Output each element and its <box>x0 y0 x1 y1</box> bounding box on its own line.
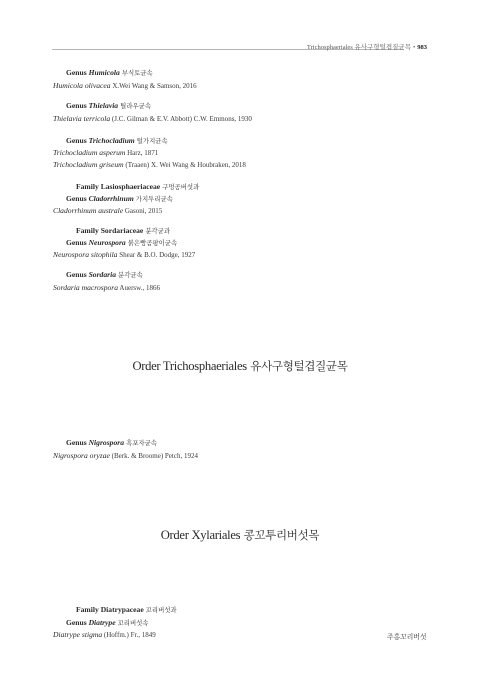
order-heading <box>0 527 480 543</box>
taxon-name: Nigrospora <box>88 438 125 447</box>
genus-heading <box>66 68 153 78</box>
taxon-name: Trichocladium <box>88 136 135 145</box>
common-name: 주홍꼬리버섯 <box>387 633 427 641</box>
genus-heading <box>66 438 157 448</box>
species-author: Shear & B.O. Dodge, 1927 <box>117 251 196 259</box>
korean-name: 분각균속 <box>116 271 143 279</box>
page-header <box>0 0 480 60</box>
rank-label: Genus <box>66 194 89 203</box>
family-heading <box>76 226 170 236</box>
genus-heading <box>66 618 148 628</box>
family-heading <box>76 605 177 615</box>
species-entry <box>53 630 156 640</box>
genus-heading <box>66 270 143 280</box>
species-name: Diatrype stigma <box>53 630 103 639</box>
running-header <box>307 42 427 51</box>
taxon-name: Cladorrhinum <box>88 194 134 203</box>
species-entry <box>53 451 198 461</box>
korean-name: 꼬리버섯과 <box>143 606 177 614</box>
rank-label: Genus <box>66 136 89 145</box>
korean-name: 붉은빵곰팡이균속 <box>125 239 178 247</box>
species-name: Trichocladium griseum <box>53 160 124 169</box>
rank-label: Family <box>76 182 101 191</box>
korean-name: 구멍공버섯과 <box>160 183 200 191</box>
genus-heading <box>66 136 168 146</box>
korean-name: 유사구형털겹질균목 <box>246 359 348 373</box>
species-name: Neurospora sitophila <box>53 250 118 259</box>
rank-label: Genus <box>66 101 89 110</box>
rank-label: Genus <box>66 270 89 279</box>
species-entry <box>53 114 252 124</box>
order-latin-name: Order Xylariales <box>160 528 241 542</box>
family-heading <box>76 182 199 192</box>
taxon-name: Humicola <box>88 68 120 77</box>
species-author: (J.C. Gilman & E.V. Abbott) C.W. Emmons, 1930 <box>110 115 252 123</box>
taxon-name: Diatrype <box>88 618 116 627</box>
taxon-name: Lasiosphaeriaceae <box>100 182 161 191</box>
taxon-name: Sordariaceae <box>100 226 144 235</box>
species-author: Auersw., 1866 <box>118 284 160 292</box>
order-latin-name: Order Trichosphaeriales <box>132 359 247 373</box>
taxon-name: Sordaria <box>88 270 117 279</box>
genus-heading <box>66 194 173 204</box>
rank-label: Genus <box>66 438 89 447</box>
header-separator: • <box>412 44 416 51</box>
rank-label: Genus <box>66 618 89 627</box>
genus-heading <box>66 101 151 111</box>
korean-name: 분각균과 <box>143 227 171 235</box>
taxon-name: Thielavia <box>88 101 119 110</box>
korean-name: 부식토균속 <box>119 69 153 77</box>
species-entry <box>53 250 195 260</box>
species-entry <box>53 283 160 293</box>
rank-label: Family <box>76 226 101 235</box>
genus-heading <box>66 238 177 248</box>
taxon-name: Neurospora <box>88 238 126 247</box>
species-entry <box>53 206 162 216</box>
korean-name: 꼬리버섯속 <box>115 619 149 627</box>
running-title: Trichosphaeriales 유사구형털겹질균목 <box>306 44 411 51</box>
korean-name: 틸라우균속 <box>118 102 152 110</box>
rank-label: Family <box>76 605 101 614</box>
species-author: (Hoffm.) Fr., 1849 <box>102 631 156 639</box>
species-name: Humicola olivacea <box>53 81 111 90</box>
rank-label: Genus <box>66 238 89 247</box>
korean-name: 콩꼬투리버섯목 <box>240 528 320 542</box>
species-name: Sordaria macrospora <box>53 283 119 292</box>
species-entry <box>53 148 158 158</box>
korean-name: 가지투리균속 <box>133 195 173 203</box>
species-author: Gasoni, 2015 <box>123 207 163 215</box>
species-entry <box>53 81 197 91</box>
species-name: Nigrospora oryzae <box>53 451 110 460</box>
species-entry <box>53 160 246 170</box>
order-heading <box>0 358 480 374</box>
species-author: X.Wei Wang & Samson, 2016 <box>110 82 197 90</box>
species-name: Trichocladium asperum <box>53 148 126 157</box>
rank-label: Genus <box>66 68 89 77</box>
species-name: Thielavia terricola <box>53 114 111 123</box>
species-author: (Traaen) X. Wei Wang & Houbraken, 2018 <box>123 161 246 169</box>
species-author: Harz, 1871 <box>125 149 159 157</box>
species-name: Cladorrhinum australe <box>53 206 124 215</box>
korean-name: 털가지균속 <box>134 137 168 145</box>
taxon-name: Diatrypaceae <box>100 605 144 614</box>
korean-name: 흑포자균속 <box>124 439 157 447</box>
species-author: (Berk. & Broome) Petch, 1924 <box>109 452 198 460</box>
page-number: 983 <box>417 44 427 51</box>
